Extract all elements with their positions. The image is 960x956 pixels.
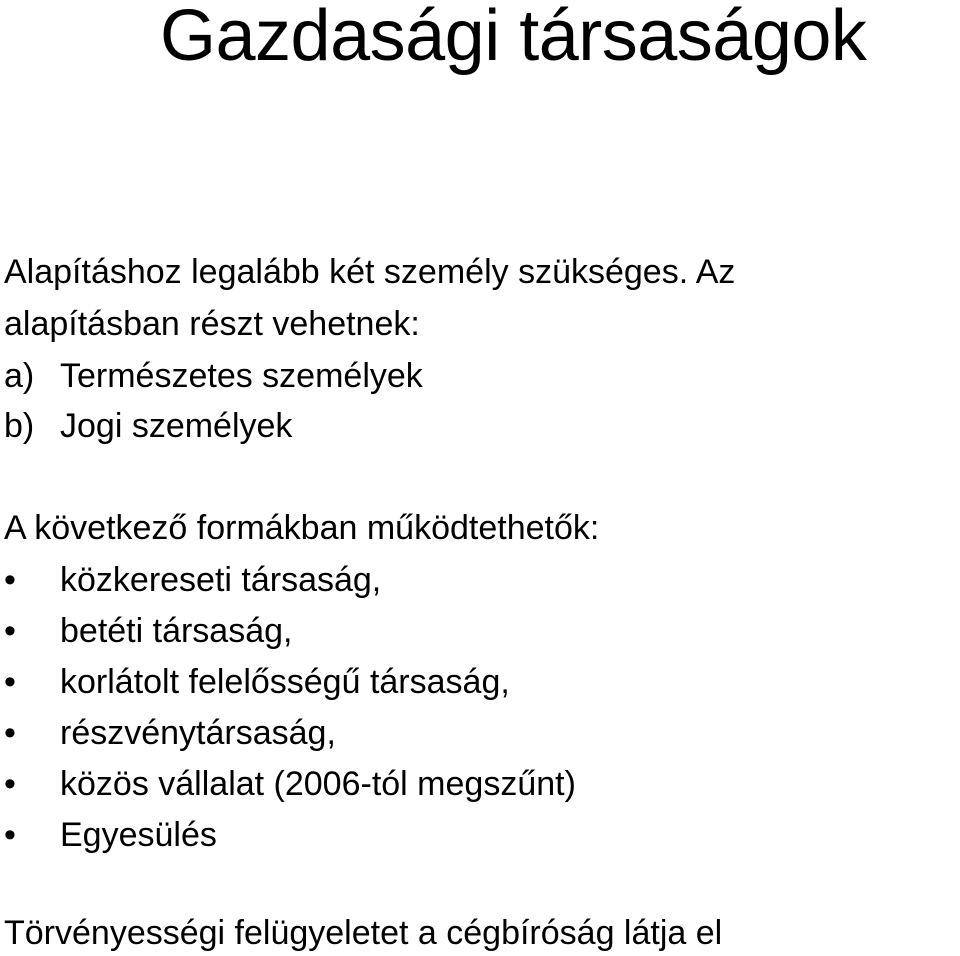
bullet-icon: • (4, 561, 16, 599)
participant-item-natural-persons (4, 356, 423, 396)
form-label: Egyesülés (60, 816, 217, 854)
participant-item-legal-persons (4, 406, 292, 446)
bullet-icon: • (4, 816, 16, 854)
form-label: részvénytársaság, (60, 714, 336, 752)
intro-line-2: alapításban részt vehetnek: (4, 305, 420, 343)
bullet-icon: • (4, 714, 16, 752)
form-label: korlátolt felelősségű társaság, (60, 663, 510, 701)
participant-label: Természetes személyek (60, 357, 423, 395)
participant-label: Jogi személyek (60, 407, 293, 445)
intro-line-1: Alapításhoz legalább két személy szükséges. Az (4, 253, 736, 291)
form-label: közkereseti társaság, (60, 561, 382, 599)
list-marker-a: a) (4, 357, 35, 395)
supervision-note: Törvényességi felügyeletet a cégbíróság látja el (4, 914, 723, 952)
form-label: közös vállalat (2006-tól megszűnt) (60, 765, 576, 803)
forms-heading: A következő formákban működtethetők: (4, 509, 600, 547)
form-label: betéti társaság, (60, 612, 293, 650)
bullet-icon: • (4, 612, 16, 650)
bullet-icon: • (4, 765, 16, 803)
slide-title: Gazdasági társaságok (160, 0, 867, 76)
list-marker-b: b) (4, 407, 35, 445)
bullet-icon: • (4, 663, 16, 701)
